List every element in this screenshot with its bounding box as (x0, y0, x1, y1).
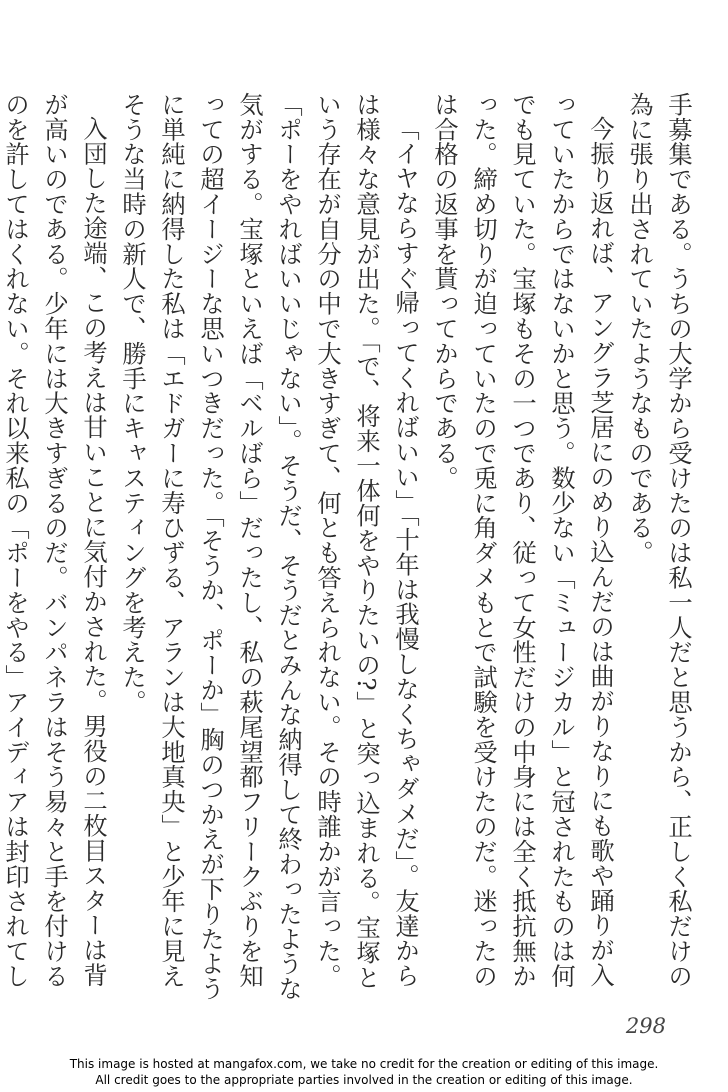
hosting-credit (0, 1056, 728, 1088)
credit-line-2: All credit goes to the appropriate parties involved in the creation or editing of this image. (95, 1073, 633, 1087)
body-text (0, 92, 698, 1004)
paragraph-3: 「イヤならすぐ帰ってくればいい」「十年は我慢しなくちゃダメだ」。友達からは様々な意見が出た。「で、将来一体何をやりたいの?」と突っ込まれる。宝塚という存在が自分の中で大きすぎて、何とも答えられない。その時誰かが言った。「ポーをやればいいじゃない」。そうだ、そうだとみんな納得して終わったような気がする。宝塚といえば「ベルばら」だったし、私の萩尾望都フリークぶりを知っての超イージーな思いつきだった。「そうか、ポーか」胸のつかえが下りたように単純に納得した私は「エドガーに寿ひずる、アランは大地真央」と少年に見えそうな当時の新人で、勝手にキャスティングを考えた。 (118, 92, 420, 1002)
paragraph-1: 手募集である。うちの大学から受けたのは私一人だと思うから、正しく私だけの為に張り出されていたようなものである。 (625, 92, 693, 989)
page-number: 298 (625, 1014, 666, 1038)
paragraph-2: 今振り返れば、アングラ芝居にのめり込んだのは曲がりなりにも歌や踊りが入っていたからではないかと思う。数少ない「ミュージカル」と冠されたものは何でも見ていた。宝塚もその一つであり、従って女性だけの中身には全く抵抗無かった。締め切りが迫っていたので兎に角ダメもとで試験を受けたのだ。迷ったのは合格の返事を貰ってからである。 (430, 92, 615, 989)
credit-line-1: This image is hosted at mangafox.com, we take no credit for the creation or editing of this image. (69, 1057, 659, 1071)
paragraph-4: 入団した途端、この考えは甘いことに気付かされた。男役の二枚目スターは背が高いのである。少年には大きすぎるのだ。バンパネラはそう易々と手を付けるのを許してはくれない。それ以来私の「ポーをやる」アイディアは封印されてし (1, 92, 108, 989)
